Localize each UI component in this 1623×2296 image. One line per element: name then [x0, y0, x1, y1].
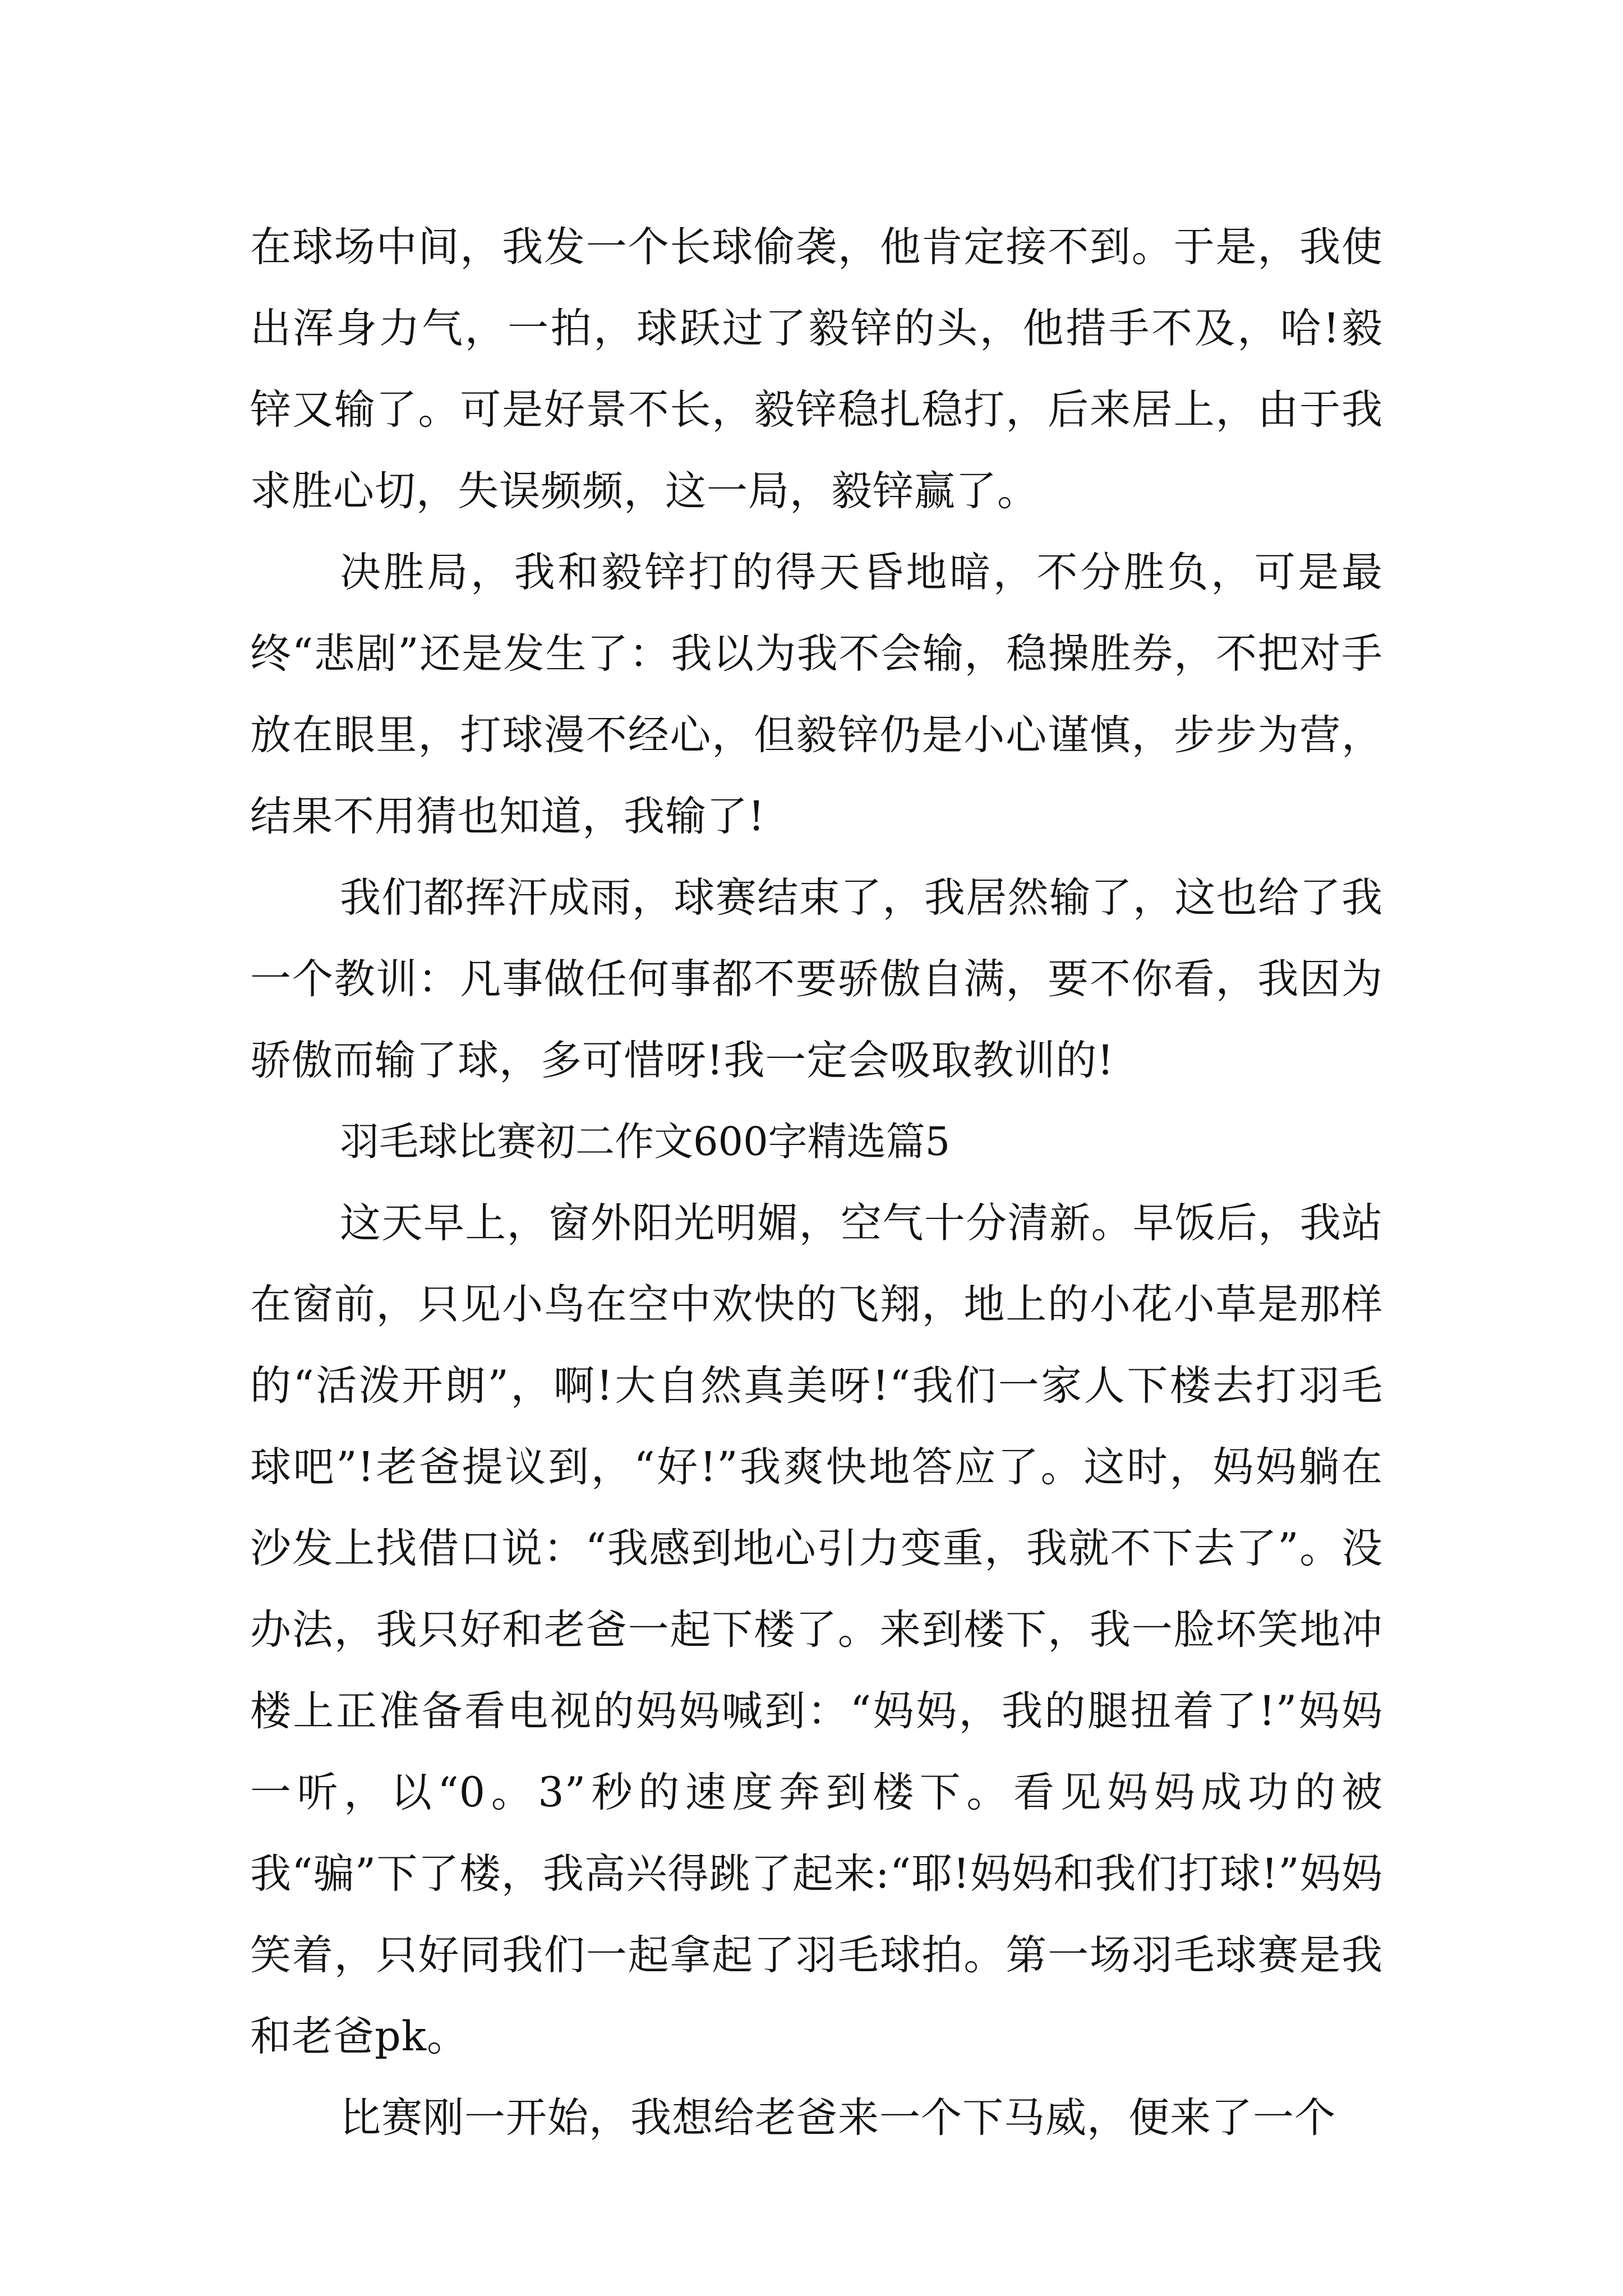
- paragraph-3: 我们都挥汗成雨，球赛结束了，我居然输了，这也给了我一个教训：凡事做任何事都不要骄傲自满，要不你看，我因为骄傲而输了球，多可惜呀!我一定会吸取教训的!: [250, 874, 1383, 1084]
- paragraph-5: 比赛刚一开始，我想给老爸来一个下马威，便来了一个: [340, 2094, 1336, 2142]
- paragraph-2: 决胜局，我和毅锌打的得天昏地暗，不分胜负，可是最终“悲剧”还是发生了：我以为我不会输，稳操胜券，不把对手放在眼里，打球漫不经心，但毅锌仍是小心谨慎，步步为营，结果不用猜也知道，我输了!: [250, 549, 1383, 840]
- article-body: [250, 206, 1383, 2159]
- paragraph-4: 这天早上，窗外阳光明媚，空气十分清新。早饭后，我站在窗前，只见小鸟在空中欢快的飞翔，地上的小花小草是那样的“活泼开朗”，啊!大自然真美呀!“我们一家人下楼去打羽毛球吧”!老爸提议到，“好!”我爽快地答应了。这时，妈妈躺在沙发上找借口说：“我感到地心引力变重，我就不下去了”。没办法，我只好和老爸一起下楼了。来到楼下，我一脸坏笑地冲楼上正准备看电视的妈妈喊到：“妈妈，我的腿扭着了!”妈妈一听，以“0。3”秒的速度奔到楼下。看见妈妈成功的被我“骗”下了楼，我高兴得跳了起来:“耶!妈妈和我们打球!”妈妈笑着，只好同我们一起拿起了羽毛球拍。第一场羽毛球赛是我和老爸pk。: [250, 1199, 1383, 2060]
- paragraph-1: 在球场中间，我发一个长球偷袭，他肯定接不到。于是，我使出浑身力气，一拍，球跃过了毅锌的头，他措手不及，哈!毅锌又输了。可是好景不长，毅锌稳扎稳打，后来居上，由于我求胜心切，失误频频，这一局，毅锌赢了。: [250, 223, 1383, 515]
- section-heading: 羽毛球比赛初二作文600字精选篇5: [340, 1119, 951, 1165]
